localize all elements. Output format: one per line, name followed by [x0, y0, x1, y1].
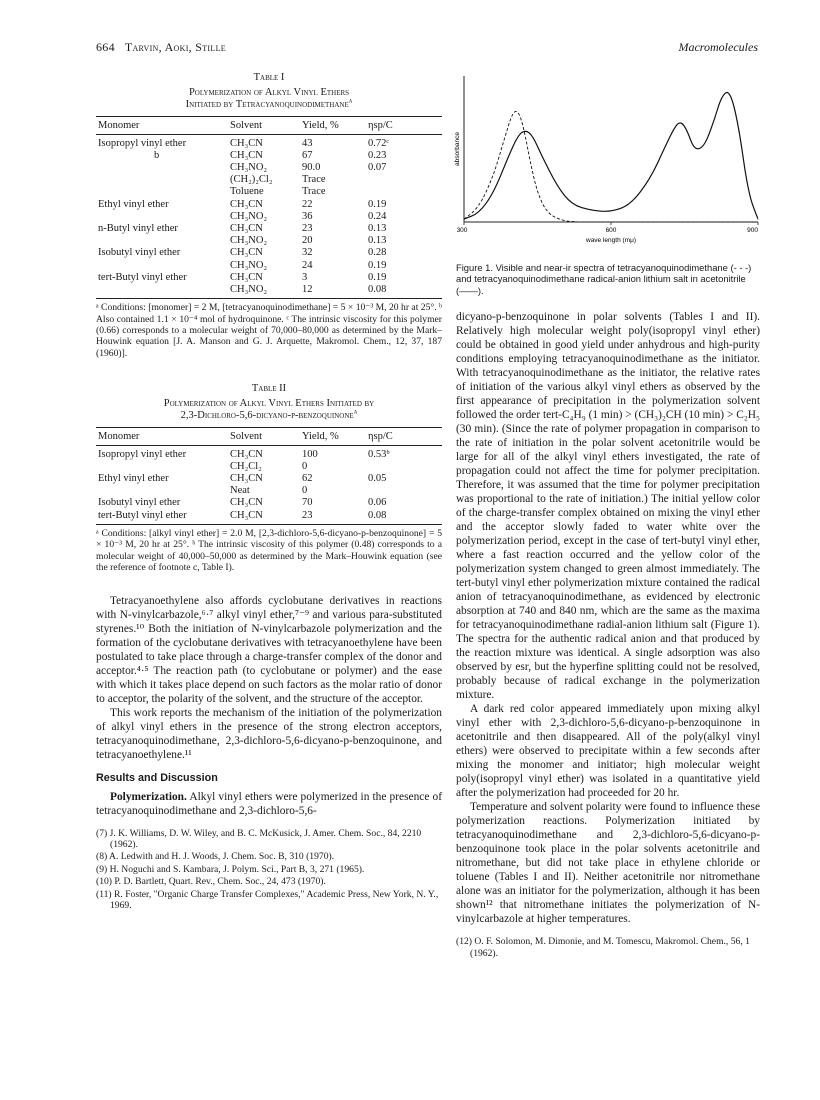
- table2-cell-monomer: Ethyl vinyl ether: [98, 473, 169, 485]
- radical-anion-spectrum-line: [464, 92, 758, 219]
- table1-col-monomer: Monomer: [98, 119, 140, 131]
- table2-row: [96, 497, 442, 509]
- reference-12: (12) O. F. Solomon, M. Dimonie, and M. Tomescu, Makromol. Chem., 56, 1 (1962).: [456, 936, 750, 959]
- left-references: [96, 828, 442, 912]
- table1-cell-solvent: CH₃NO₂: [230, 259, 268, 271]
- table1-col-viscosity: ηsp/C: [368, 119, 393, 131]
- polymerization-paragraph: [96, 790, 442, 818]
- table1-cell-monomer: tert-Butyl vinyl ether: [98, 271, 187, 283]
- table1-cell-visc: 0.24: [368, 210, 387, 222]
- table1-cell-solvent: CH₃CN: [230, 222, 263, 234]
- table2-row: [96, 461, 442, 473]
- table1-row: [96, 162, 442, 174]
- table2: [96, 427, 442, 525]
- table1-cell-monomer: [96, 260, 228, 272]
- table2-row: [96, 510, 442, 525]
- table1-row: [96, 211, 442, 223]
- table1-cell-yield: Trace: [302, 174, 326, 186]
- table1-cell-yield: 36: [302, 210, 313, 222]
- table2-title-line2: 2,3-Dichloro-5,6-dicyano-p-benzoquinone: [180, 410, 354, 422]
- table2-cell-solvent: CH₂Cl₂: [230, 460, 262, 472]
- table1-row: [96, 199, 442, 211]
- figure1-caption: Figure 1. Visible and near-ir spectra of tetracyanoquinodimethane (- - -) and tetracyanoquinodimethane radical-anion lithium salt in acetonitrile (——).: [456, 262, 752, 296]
- table2-cell-yield: 62: [302, 473, 313, 485]
- reference-9: (9) H. Noguchi and S. Kambara, J. Polym. Sci., Part B, 3, 271 (1965).: [96, 863, 365, 875]
- table1-row: [96, 134, 442, 150]
- table1-cell-yield: 23: [302, 222, 313, 234]
- table1-cell-visc: 0.23: [368, 149, 387, 161]
- table1-cell-solvent: (CH₂)₂Cl₂: [230, 174, 273, 186]
- x-tick-label: 600: [605, 227, 617, 234]
- table1-title-mark: a: [348, 96, 353, 105]
- table1-cell-solvent: CH₃NO₂: [230, 161, 268, 173]
- right-paragraph-1: dicyano-p-benzoquinone in polar solvents (Tables I and II). Relatively high molecular weight poly(isopropyl vinyl ether) could be obtained in good yield under anhydrous and high-purity conditions employing tetracyanoquinodimethane as the initiator. With tetracyanoquinodimethane as the initiator, the relative rates of initiation of the various alkyl vinyl ethers as observed by the first appearance of precipitation in the polymerization solvent followed the order tert-C₄H₉ (1 min) > (CH₃)₂CH (10 min) > C₂H₅ (30 min). (Since the rate of polymer propagation in comparison to the rate of initiation in the polar solvent acetonitrile would be large for all of the alkyl vinyl ethers investigated, the rate of propagation could not affect the time for polymer precipitation. Therefore, it was assumed that the time for polymer precipitation was proportional to the rate of initiation.) The initial yellow color of the charge-transfer complex obtained on mixing the vinyl ether and the acceptor slowly faded to water white over the polymerization period, except in the case of tert-butyl vinyl ether, where a fast reaction occurred and the yellow color of the polymerization system changed to green almost immediately. The tert-butyl vinyl ether polymerization mixture contained the radical anion of tetracyanoquinodimethane, as evidenced by electronic absorption at 740 and 840 nm, which are the same as the maxima for tetracyanoquinodimethane radial-anion lithium salt (Figure 1). The spectra for the authentic radical anion and that produced by the reaction mixture was identical. A single adsorption was also observed by esr, but the hyperfine splitting could not be resolved, probably because of radical exchange in the polymerization mixture.: [456, 311, 760, 702]
- table1-cell-solvent: CH₃CN: [230, 149, 263, 161]
- intro-paragraph-1: Tetracyanoethylene also affords cyclobutane derivatives in reactions with N-vinylcarbazole,⁶·⁷ alkyl vinyl ether,⁷⁻⁹ and various para-substituted styrenes.¹⁰ Both the initiation of N-vinylcarbazole polymerization and the formation of the cyclobutane derivatives with tetracyanoethylene have been postulated to take place through a charge-transfer complex of the donor and acceptor.⁴·⁵ The reaction path (to cyclobutane or polymer) and the ease with which it takes place depend on such factors as the molar ratio of donor to acceptor, the polarity of the solvent, and the structure of the acceptor.: [96, 594, 442, 705]
- right-paragraph-2: A dark red color appeared immediately upon mixing alkyl vinyl ether with 2,3-dichloro-5,6-dicyano-p-benzoquinone in acetonitrile and then disappeared. All of the poly(alkyl vinyl ethers) were observed to precipitate within a few seconds after mixing the monomer and initiator; high molecular weight poly(isopropyl vinyl ether) was isolated in a quantitative yield after the polymerization had proceeded for 20 hr.: [456, 703, 760, 800]
- table2-cell-yield: 0: [302, 460, 308, 472]
- figure1: [456, 72, 760, 250]
- table1-row: [96, 150, 442, 162]
- table2-cell-solvent: CH₃CN: [230, 497, 263, 509]
- right-paragraph-3: Temperature and solvent polarity were found to influence these polymerization reactions. Polymerization initiated by tetracyanoquinodimethane and 2,3-dichloro-5,6-dicyano-p-benzoquinone took place in the polar solvents acetonitrile and nitromethane, but did not take place in ethylene chloride or toluene (Tables I and II). Neither acetonitrile nor nitromethane alone was an initiator for the polymerization, although it has been shown¹² that nitromethane initiates the polymerization of N-vinylcarbazole at higher temperatures.: [456, 801, 760, 926]
- table1-cell-yield: 20: [302, 235, 313, 247]
- table1-row: [96, 260, 442, 272]
- table2-cell-visc: 0.06: [368, 497, 387, 509]
- table2-cell-visc: 0.08: [366, 510, 442, 525]
- table1-cell-solvent: CH₃CN: [230, 137, 263, 149]
- table1-cell-monomer: Ethyl vinyl ether: [98, 198, 169, 210]
- table1-title-line2: Initiated by Tetracyanoquinodimethane: [185, 99, 349, 110]
- table1-title-line1: Polymerization of Alkyl Vinyl Ethers: [188, 86, 350, 98]
- table2-header-row: [96, 427, 442, 445]
- table1-cell-yield: Trace: [302, 186, 326, 198]
- x-tick-label: 300: [456, 227, 468, 234]
- table1-cell-visc: 0.19: [368, 259, 387, 271]
- table2-cell-visc: 0.05: [368, 473, 387, 485]
- table1-cell-monomer: [96, 211, 228, 223]
- table1-footnote: ᵃ Conditions: [monomer] = 2 M, [tetracyanoquinodimethane] = 5 × 10⁻³ M, 20 hr at 25°. ᵇ Also contained 1.1 × 10⁻⁴ mol of hydroquinone. ᶜ The intrinsic viscosity for this polymer (0.66) corresponds to a molecular weight of 70,000–80,000 as determined by the Mark–Houwink equation [J. A. Manson and G. J. Arquette, Makromol. Chem., 12, 37, 187 (1960)].: [96, 302, 442, 359]
- table2-label: Table II: [251, 383, 287, 395]
- table1-cell-yield: 24: [302, 259, 313, 271]
- polymerization-text: Alkyl vinyl ethers were polymerized in the presence of tetracyanoquinodimethane and 2,3-dichloro-5,6-: [96, 790, 442, 817]
- table2-cell-yield: 0: [302, 485, 308, 497]
- table1-cell-visc: 0.72ᶜ: [368, 137, 390, 149]
- table1-cell-monomer: n-Butyl vinyl ether: [98, 222, 178, 234]
- table2-cell-solvent: Neat: [230, 485, 250, 497]
- table1-col-solvent: Solvent: [230, 119, 263, 131]
- reference-8: (8) A. Ledwith and H. J. Woods, J. Chem. Soc. B, 310 (1970).: [96, 851, 335, 863]
- table1-header-row: [96, 116, 442, 134]
- table1-cell-yield: 22: [302, 198, 313, 210]
- header-authors: Tarvin, Aoki, Stille: [124, 40, 226, 54]
- x-tick-label: 900: [747, 227, 758, 234]
- reference-11: (11) R. Foster, "Organic Charge Transfer Complexes," Academic Press, New York, N. Y., 1969.: [96, 888, 439, 911]
- right-column: [456, 72, 760, 960]
- table2-title-mark: a: [353, 407, 358, 416]
- table2-footnote: ᵃ Conditions: [alkyl vinyl ether] = 2.0 M, [2,3-dichloro-5,6-dicyano-p-benzoquinone] = 5 × 10⁻³ M, 20 hr at 25°. ᵇ The intrinsic viscosity of this polymer (0.48) corresponds to a molecular weight of 40,000–50,000 as determined by the Mark–Houwink equation (see the reference of footnote c, Table I).: [96, 527, 442, 574]
- table1-cell-solvent: CH₃NO₂: [228, 284, 300, 299]
- table1-cell-visc: 0.19: [368, 198, 387, 210]
- x-axis-label: wave length (mμ): [586, 237, 636, 244]
- table1-cell-monomer: [96, 186, 228, 198]
- table1-cell-monomer: b: [154, 149, 160, 161]
- table1-cell-yield: 12: [300, 284, 366, 299]
- table2-col-monomer: Monomer: [98, 430, 140, 442]
- header-left: [96, 40, 226, 55]
- table2-col-yield: Yield, %: [302, 430, 339, 442]
- table1-cell-visc: 0.13: [368, 235, 387, 247]
- table2-row: [96, 473, 442, 485]
- table1-cell-visc: 0.13: [368, 222, 387, 234]
- table2-cell-visc: [366, 485, 442, 497]
- table1-cell-solvent: CH₃CN: [230, 198, 263, 210]
- table2-col-solvent: Solvent: [230, 430, 263, 442]
- table1-cell-solvent: Toluene: [230, 186, 264, 198]
- table2-cell-monomer: Isobutyl vinyl ether: [98, 497, 181, 509]
- left-column: [96, 72, 442, 912]
- table1-cell-monomer: [96, 174, 228, 186]
- tcnq-spectrum-line: [464, 111, 758, 222]
- table2-cell-monomer: [96, 485, 228, 497]
- table1-cell-yield: 32: [302, 247, 313, 259]
- table1-body: [96, 134, 442, 299]
- table1-col-yield: Yield, %: [302, 119, 339, 131]
- table2-cell-monomer: Isopropyl vinyl ether: [98, 448, 187, 460]
- table1-cell-visc: 0.07: [368, 161, 387, 173]
- x-ticks: [457, 222, 759, 234]
- right-references: [456, 936, 760, 959]
- table2-cell-visc: 0.53ᵇ: [368, 448, 390, 460]
- table2-cell-monomer: tert-Butyl vinyl ether: [96, 510, 228, 525]
- table1-cell-solvent: CH₃NO₂: [230, 235, 268, 247]
- table1-cell-monomer: [96, 162, 228, 174]
- table1-cell-visc: 0.28: [368, 247, 387, 259]
- table1-cell-yield: 3: [302, 271, 308, 283]
- reference-7: (7) J. K. Williams, D. W. Wiley, and B. C. McKusick, J. Amer. Chem. Soc., 84, 2210 (1962).: [96, 827, 422, 850]
- intro-paragraph-2: This work reports the mechanism of the initiation of the polymerization of alkyl vinyl ethers in the presence of the strong electron acceptors, tetracyanoquinodimethane, 2,3-dichloro-5,6-dicyano-p-benzoquinone, and tetracyanoethylene.¹¹: [96, 706, 442, 761]
- table2-row: [96, 485, 442, 497]
- table1-cell-yield: 43: [302, 137, 313, 149]
- table1-cell-visc: 0.19: [368, 271, 387, 283]
- table1-row: [96, 272, 442, 284]
- figure1-chart: [456, 72, 760, 250]
- table1-cell-monomer: Isopropyl vinyl ether: [98, 137, 187, 149]
- table2-caption: [96, 383, 442, 423]
- table1-cell-visc: [366, 186, 442, 198]
- reference-10: (10) P. D. Bartlett, Quart. Rev., Chem. Soc., 24, 473 (1970).: [96, 876, 326, 888]
- y-axis-label: absorbance: [454, 132, 461, 166]
- table1-cell-visc: [366, 174, 442, 186]
- running-header: [96, 40, 758, 60]
- table1-cell-monomer: [96, 235, 228, 247]
- table1-cell-solvent: CH₃CN: [230, 271, 263, 283]
- table2-cell-visc: [366, 461, 442, 473]
- table1-row: [96, 186, 442, 198]
- table1-cell-yield: 67: [302, 149, 313, 161]
- table1-row: [96, 247, 442, 259]
- table2-cell-yield: 100: [302, 448, 318, 460]
- table1-cell-yield: 90.0: [302, 161, 321, 173]
- section-heading: Results and Discussion: [96, 771, 218, 784]
- table1-row: [96, 223, 442, 235]
- spectra-series: [464, 92, 758, 222]
- table1-cell-solvent: CH₃CN: [230, 247, 263, 259]
- page-number: 664: [96, 40, 115, 54]
- table2-cell-yield: 23: [300, 510, 366, 525]
- table2-body: [96, 445, 442, 524]
- table1-caption: [96, 72, 442, 112]
- table1-row: [96, 235, 442, 247]
- table1-row: [96, 174, 442, 186]
- run-in-head: Polymerization.: [110, 790, 187, 803]
- table2-col-viscosity: ηsp/C: [368, 430, 393, 442]
- table1-row: [96, 284, 442, 299]
- table1-cell-solvent: CH₃NO₂: [230, 210, 268, 222]
- table1-cell-monomer: [96, 284, 228, 299]
- journal-name: Macromolecules: [678, 40, 758, 54]
- table1: [96, 116, 442, 300]
- table2-cell-solvent: CH₃CN: [230, 473, 263, 485]
- table2-title-line1: Polymerization of Alkyl Vinyl Ethers Initiated by: [163, 397, 375, 409]
- table1-label: Table I: [253, 72, 285, 83]
- table1-cell-visc: 0.08: [366, 284, 442, 299]
- table2-row: [96, 445, 442, 461]
- table1-cell-monomer: Isobutyl vinyl ether: [98, 247, 181, 259]
- table2-cell-monomer: [96, 461, 228, 473]
- table2-cell-yield: 70: [302, 497, 313, 509]
- table2-cell-solvent: CH₃CN: [230, 448, 263, 460]
- table2-cell-solvent: CH₃CN: [228, 510, 300, 525]
